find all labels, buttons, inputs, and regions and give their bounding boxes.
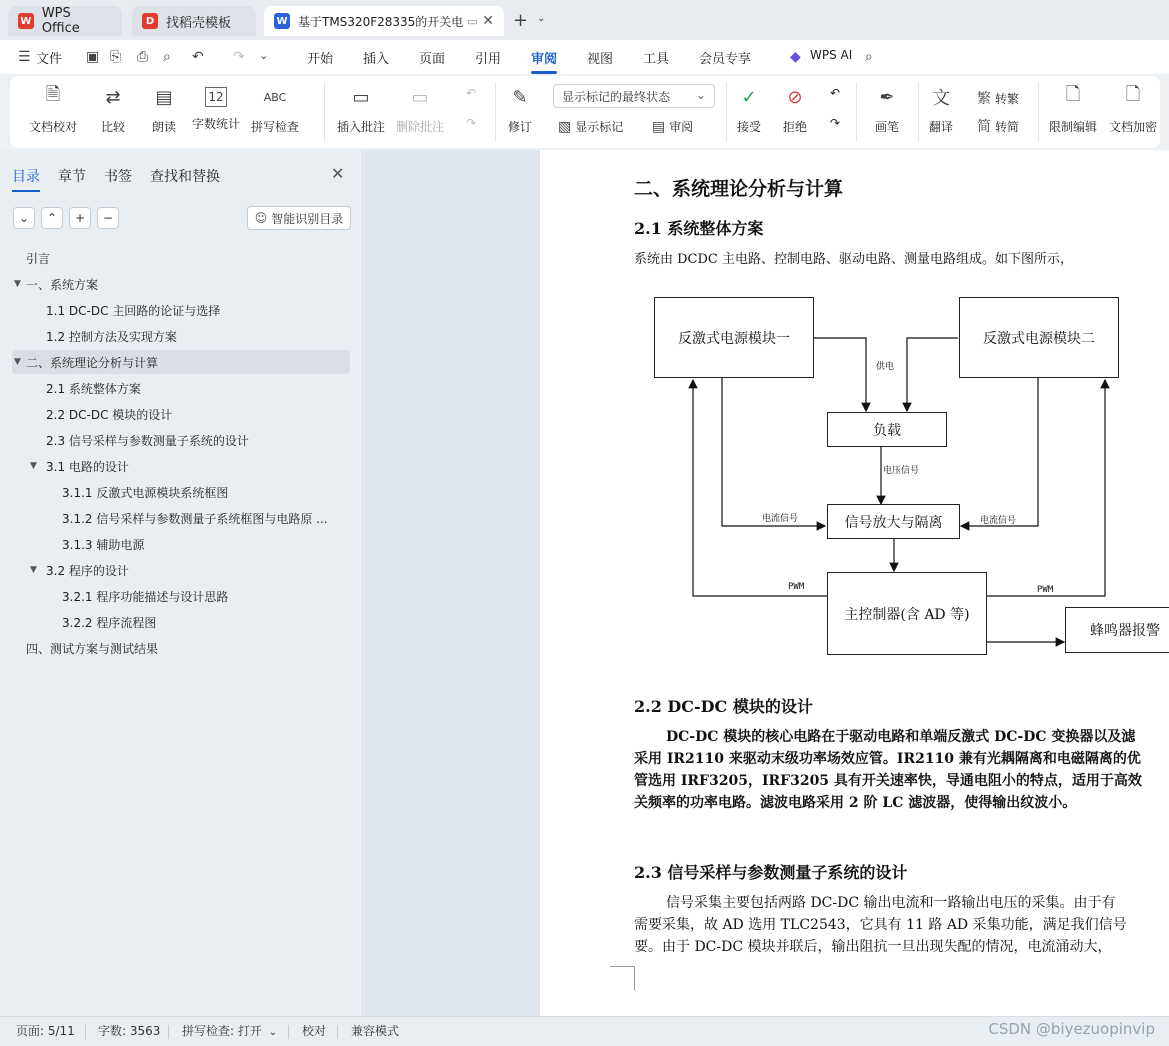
hamburger-icon[interactable]: ☰ <box>18 49 31 65</box>
compare-icon: ⇄ <box>105 86 121 108</box>
caret-down-icon[interactable]: ▼ <box>30 565 37 575</box>
reject-label: 拒绝 <box>782 120 807 134</box>
status-divider <box>168 1025 169 1039</box>
label-supply: 供电 <box>876 362 895 372</box>
simplified-icon: 简 <box>977 119 991 135</box>
menu-tools[interactable]: 工具 <box>643 52 670 67</box>
section-2-3-line: 信号采集主要包括两路 DC-DC 输出电流和一路输出电压的采集。由于有 <box>666 895 1116 911</box>
caret-down-icon[interactable]: ▼ <box>30 461 37 471</box>
export-icon[interactable]: ⎘ <box>110 49 122 65</box>
close-icon[interactable]: ✕ <box>331 164 345 183</box>
track-changes-icon: ✎ <box>512 86 528 108</box>
menu-file[interactable]: 文件 <box>36 52 63 67</box>
close-icon[interactable]: ✕ <box>482 13 494 29</box>
label-pwm-right: PWM <box>1037 585 1054 595</box>
toc-item[interactable] <box>12 402 350 426</box>
prev-change-icon[interactable]: ↶ <box>830 86 841 100</box>
markup-mode-value: 显示标记的最终状态 <box>562 90 671 104</box>
toc-item[interactable] <box>12 506 350 530</box>
pen-button[interactable] <box>874 84 900 135</box>
print-preview-icon[interactable]: ⌕ <box>163 49 171 65</box>
doc-check-icon: 🗎 <box>45 84 61 105</box>
word-count-button[interactable] <box>192 84 240 132</box>
delete-comment-label: 删除批注 <box>396 120 445 134</box>
monitor-icon: ▭ <box>467 14 478 28</box>
document-page <box>540 150 1169 1016</box>
section-2-2-line: 采用 IR2110 来驱动末级功率场效应管。IR2110 兼有光耦隔离和电磁隔离的优 <box>634 751 1141 767</box>
tab-current-document[interactable] <box>264 6 504 36</box>
buzzer-alarm-box: 蜂鸣器报警 <box>1065 607 1169 653</box>
prev-comment-icon[interactable]: ↶ <box>466 86 477 100</box>
translate-label: 翻译 <box>928 120 953 134</box>
show-markup-icon: ▧ <box>558 118 572 135</box>
tab-bar <box>0 0 1169 40</box>
read-aloud-button[interactable] <box>151 84 177 135</box>
tab-label: WPS Office <box>41 6 80 36</box>
nav-tab-toc[interactable]: 目录 <box>12 166 40 186</box>
toc-item-label: 2.1 系统整体方案 <box>46 381 141 396</box>
chevron-down-icon[interactable]: ⌄ <box>259 49 269 62</box>
next-change-icon[interactable]: ↷ <box>830 116 841 130</box>
toc-item[interactable] <box>12 636 350 660</box>
smart-toc-label: 智能识别目录 <box>271 211 344 226</box>
tab-label: 找稻壳模板 <box>166 15 232 31</box>
toc-item[interactable] <box>12 298 350 322</box>
label-voltage-signal: 电压信号 <box>883 466 920 476</box>
toc-item-label: 3.1.1 反激式电源模块系统框图 <box>62 485 229 500</box>
doc-check-label: 文档校对 <box>29 120 78 134</box>
accept-label: 接受 <box>736 120 761 134</box>
chevron-down-icon: ⌄ <box>695 88 706 102</box>
chevron-down-icon: ⌄ <box>268 1027 278 1038</box>
load-box: 负载 <box>827 412 947 447</box>
toc-item-label: 四、测试方案与测试结果 <box>26 641 159 656</box>
markup-mode-select[interactable] <box>553 84 715 108</box>
show-markup-label: 显示标记 <box>575 120 624 134</box>
new-tab-icon[interactable]: + <box>513 10 529 31</box>
add-heading-icon[interactable]: + <box>69 207 91 229</box>
to-simplified-label: 转简 <box>995 119 1020 134</box>
accept-icon: ✓ <box>741 86 757 108</box>
toc-item-label: 1.1 DC-DC 主回路的论证与选择 <box>46 303 221 318</box>
menu-bar <box>0 40 1169 74</box>
chevron-down-icon[interactable]: ⌄ <box>537 13 546 24</box>
reject-button[interactable] <box>782 84 808 135</box>
toc-item[interactable] <box>12 532 350 556</box>
menu-home[interactable]: 开始 <box>307 52 334 67</box>
read-aloud-icon: ▤ <box>155 86 173 108</box>
expand-icon[interactable]: ⌄ <box>13 207 35 229</box>
lock-icon: 🗋 <box>1125 84 1141 105</box>
redo-icon[interactable]: ↷ <box>233 49 245 65</box>
status-bar <box>0 1016 1169 1046</box>
toc-item[interactable] <box>12 246 350 270</box>
section-2-3-heading: 2.3 信号采样与参数测量子系统的设计 <box>634 863 908 882</box>
smart-toc-button[interactable] <box>247 206 351 230</box>
toc-item-label: 一、系统方案 <box>26 277 99 292</box>
section-2-2-line: 管选用 IRF3205，IRF3205 具有开关速率快，导通电阻小的特点，适用于高效 <box>634 773 1142 789</box>
review-pane-icon: ▤ <box>652 118 666 135</box>
ribbon-divider <box>726 82 727 142</box>
page-margin-mark <box>634 966 635 990</box>
section-2-2-line: 关频率的功率电路。滤波电路采用 2 阶 LC 滤波器，使得输出纹波小。 <box>634 795 1077 811</box>
spell-check-button[interactable] <box>251 84 299 135</box>
track-changes-button[interactable] <box>507 84 533 135</box>
search-icon[interactable]: ⌕ <box>865 49 873 65</box>
section-2-1-heading: 2.1 系统整体方案 <box>634 219 764 238</box>
toc-item-label: 3.1.3 辅助电源 <box>62 537 145 552</box>
page-margin-mark <box>610 966 634 967</box>
toc-item[interactable] <box>12 558 350 582</box>
remove-heading-icon[interactable]: − <box>97 207 119 229</box>
tab-label: 基于TMS320F28335的开关电 <box>298 14 464 29</box>
word-count-icon: 12 <box>205 87 227 107</box>
spell-check-label: 拼写检查 <box>251 120 300 134</box>
flyback-module-2: 反激式电源模块二 <box>959 297 1119 378</box>
label-current-signal-right: 电流信号 <box>980 516 1017 526</box>
status-divider <box>288 1025 289 1039</box>
toc-item[interactable] <box>12 324 350 348</box>
insert-comment-label: 插入批注 <box>337 120 386 134</box>
toc-item-label: 3.1.2 信号采样与参数测量子系统框图与电路原 ... <box>62 511 328 526</box>
docer-icon: D <box>142 13 158 29</box>
show-markup-button[interactable] <box>558 118 623 135</box>
navigation-pane <box>0 150 363 1016</box>
nav-tab-find-replace[interactable]: 查找和替换 <box>150 169 220 185</box>
toc-item-label: 1.2 控制方法及实现方案 <box>46 329 177 344</box>
ribbon-divider <box>324 82 325 142</box>
ribbon-divider <box>856 82 857 142</box>
review-pane-button[interactable] <box>652 118 693 135</box>
signal-amp-isolation-box: 信号放大与隔离 <box>827 504 960 539</box>
status-divider <box>85 1025 86 1039</box>
page-indicator[interactable]: 页面: 5/11 <box>16 1024 75 1038</box>
to-traditional-button[interactable] <box>977 88 1019 108</box>
toc-item-label: 2.2 DC-DC 模块的设计 <box>46 407 173 422</box>
print-icon[interactable]: ⎙ <box>137 49 149 65</box>
doc-check-button[interactable] <box>29 84 77 135</box>
caret-down-icon[interactable]: ▼ <box>14 357 21 367</box>
toc-item-label: 3.2 程序的设计 <box>46 563 129 578</box>
doc-encrypt-button[interactable] <box>1109 84 1157 135</box>
menu-view[interactable]: 视图 <box>587 52 614 67</box>
review-pane-label: 审阅 <box>669 120 694 134</box>
toc-item[interactable] <box>12 350 350 374</box>
comment-add-icon: ▭ <box>352 86 370 108</box>
section-2-1-text: 系统由 DCDC 主电路、控制电路、驱动电路、测量电路组成。如下图所示， <box>634 252 1074 267</box>
ribbon-divider <box>1038 82 1039 142</box>
section-2-3-line: 需要采集，故 AD 选用 TLC2543，它具有 11 路 AD 采集功能，满足我们信号 <box>634 917 1127 933</box>
wps-ai-icon: ◆ <box>790 49 801 65</box>
accept-button[interactable] <box>736 84 762 135</box>
spell-check-status-label: 拼写检查: 打开 <box>182 1024 262 1038</box>
save-icon[interactable]: ▣ <box>86 49 100 65</box>
undo-icon[interactable]: ↶ <box>192 49 204 65</box>
toc-item-label: 二、系统理论分析与计算 <box>26 355 159 370</box>
next-comment-icon[interactable]: ↷ <box>466 116 477 130</box>
restrict-edit-icon: 🗋 <box>1065 84 1081 105</box>
status-divider <box>337 1025 338 1039</box>
menu-wps-ai[interactable]: WPS AI <box>810 48 853 62</box>
flyback-module-1: 反激式电源模块一 <box>654 297 814 378</box>
section-2-2-line: DC-DC 模块的核心电路在于驱动电路和单端反激式 DC-DC 变换器以及滤 <box>666 729 1136 745</box>
translate-button[interactable] <box>928 84 954 135</box>
caret-down-icon[interactable]: ▼ <box>14 279 21 289</box>
system-block-diagram <box>540 150 1169 670</box>
spell-check-icon: ABC <box>263 90 287 104</box>
tab-wps-office[interactable] <box>8 6 122 36</box>
to-traditional-label: 转繁 <box>995 91 1020 106</box>
tab-docer-templates[interactable] <box>132 6 256 36</box>
delete-comment-button[interactable] <box>396 84 444 135</box>
toc-item[interactable] <box>12 584 350 608</box>
robot-icon: ☺ <box>254 211 268 225</box>
menu-page[interactable]: 页面 <box>419 52 446 67</box>
toc-item[interactable] <box>12 376 350 400</box>
collapse-icon[interactable]: ⌃ <box>41 207 63 229</box>
main-controller-box: 主控制器(含 AD 等) <box>827 572 987 655</box>
restrict-edit-label: 限制编辑 <box>1049 120 1098 134</box>
compare-label: 比较 <box>100 120 125 134</box>
wps-logo-icon: W <box>18 13 34 29</box>
translate-icon: 文 <box>932 88 950 109</box>
nav-tab-bookmarks[interactable]: 书签 <box>104 169 132 185</box>
to-simplified-button[interactable] <box>977 116 1019 136</box>
menu-references[interactable]: 引用 <box>475 52 502 67</box>
label-pwm-left: PWM <box>788 582 805 592</box>
nav-tab-chapters[interactable]: 章节 <box>58 169 86 185</box>
insert-comment-button[interactable] <box>337 84 385 135</box>
ribbon-divider <box>918 82 919 142</box>
spell-check-status[interactable] <box>182 1022 277 1039</box>
reject-icon: ⊘ <box>787 86 803 108</box>
toc-item[interactable] <box>12 610 350 634</box>
toc-item[interactable] <box>12 454 350 478</box>
toc-item-label: 3.2.2 程序流程图 <box>62 615 157 630</box>
csdn-watermark: CSDN @biyezuopinvip <box>988 1020 1155 1038</box>
menu-review[interactable]: 审阅 <box>531 48 557 67</box>
word-count-indicator[interactable]: 字数: 3563 <box>98 1024 161 1038</box>
review-ribbon <box>10 76 1160 148</box>
toc-item-label: 3.1 电路的设计 <box>46 459 129 474</box>
comment-delete-icon: ▭ <box>411 86 429 108</box>
toc-item[interactable] <box>12 480 350 504</box>
track-changes-label: 修订 <box>507 120 532 134</box>
section-title: 二、系统理论分析与计算 <box>634 178 844 200</box>
toc-item[interactable] <box>12 272 350 296</box>
ribbon-divider <box>495 82 496 142</box>
compare-button[interactable] <box>100 84 126 135</box>
menu-member[interactable]: 会员专享 <box>699 52 752 67</box>
compat-mode-status: 兼容模式 <box>351 1024 400 1038</box>
section-2-3-line: 要。由于 DC-DC 模块并联后，输出阻抗一旦出现失配的情况，电流涌动大， <box>634 939 1112 955</box>
toc-item-label: 3.2.1 程序功能描述与设计思路 <box>62 589 229 604</box>
restrict-edit-button[interactable] <box>1049 84 1097 135</box>
section-2-2-heading: 2.2 DC-DC 模块的设计 <box>634 697 813 716</box>
toc-item-label: 引言 <box>26 251 51 266</box>
traditional-icon: 繁 <box>977 91 991 107</box>
doc-encrypt-label: 文档加密 <box>1109 120 1158 134</box>
pen-label: 画笔 <box>874 120 899 134</box>
label-current-signal-left: 电流信号 <box>762 514 799 524</box>
word-count-label: 字数统计 <box>192 117 241 131</box>
proofread-status[interactable]: 校对 <box>302 1024 327 1038</box>
read-aloud-label: 朗读 <box>151 120 176 134</box>
toc-item-label: 2.3 信号采样与参数测量子系统的设计 <box>46 433 249 448</box>
word-doc-icon: W <box>274 13 290 29</box>
toc-item[interactable] <box>12 428 350 452</box>
menu-insert[interactable]: 插入 <box>363 52 390 67</box>
pen-icon: ✒ <box>879 86 895 108</box>
